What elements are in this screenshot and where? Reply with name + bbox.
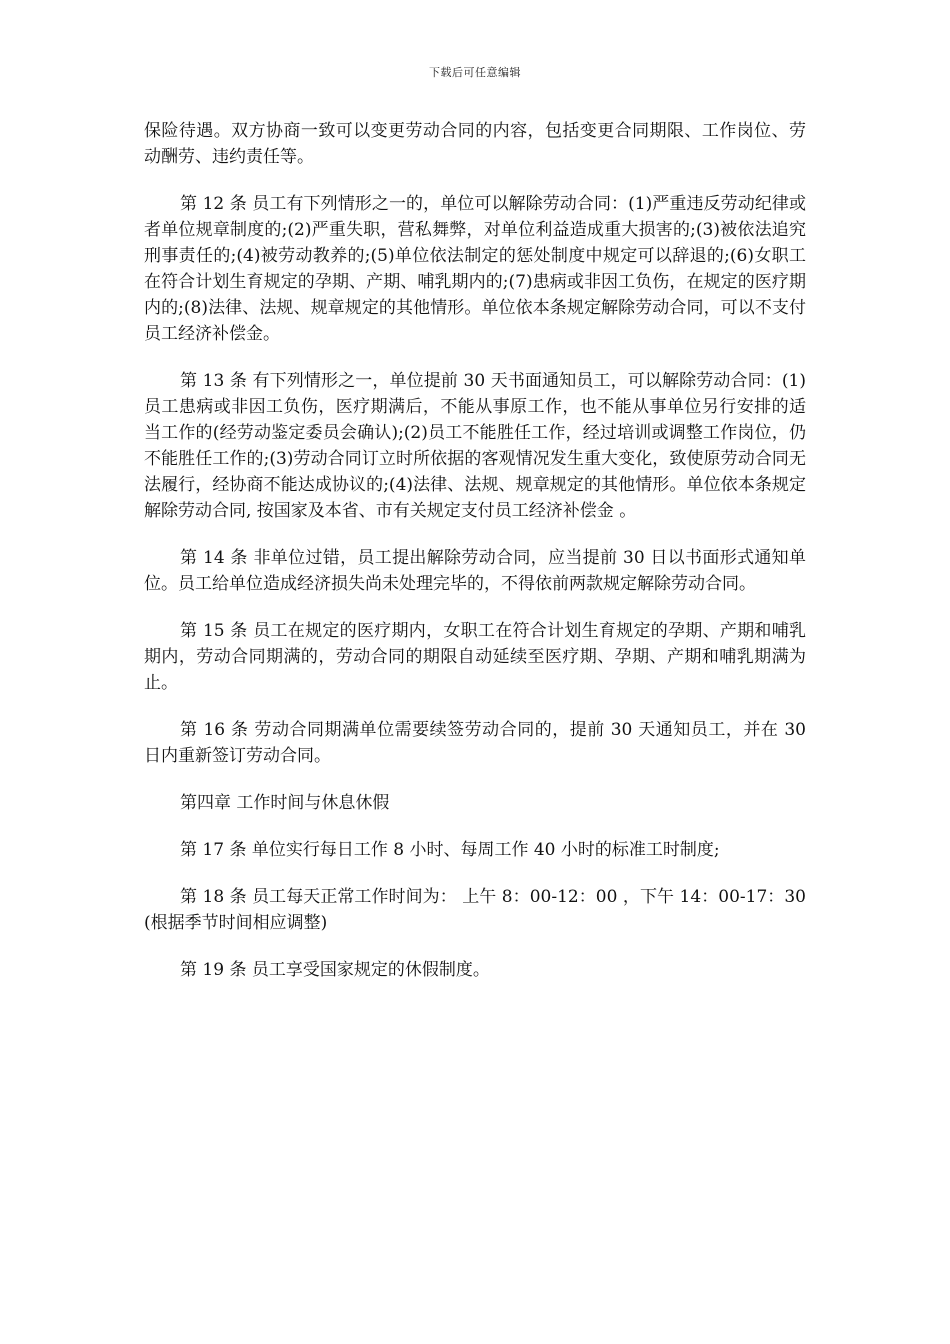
paragraph-article-18: 第 18 条 员工每天正常工作时间为： 上午 8：00-12：00 ，下午 14：00-17：30(根据季节时间相应调整) [144,887,806,933]
document-body [144,118,806,1004]
paragraph-article-15: 第 15 条 员工在规定的医疗期内，女职工在符合计划生育规定的孕期、产期和哺乳期内，劳动合同期满的，劳动合同的期限自动延续至医疗期、孕期、产期和哺乳期满为止。 [144,621,806,693]
paragraph-insurance-continuation: 保险待遇。双方协商一致可以变更劳动合同的内容，包括变更合同期限、工作岗位、劳动酬劳、违约责任等。 [144,121,806,167]
chapter-four-heading: 第四章 工作时间与休息休假 [180,793,390,813]
paragraph-article-16: 第 16 条 劳动合同期满单位需要续签劳动合同的，提前 30 天通知员工，并在 30 日内重新签订劳动合同。 [144,720,806,766]
page-header: 下载后可任意编辑 [429,66,521,79]
paragraph-article-17: 第 17 条 单位实行每日工作 8 小时、每周工作 40 小时的标准工时制度; [180,840,720,860]
paragraph-article-13: 第 13 条 有下列情形之一，单位提前 30 天书面通知员工，可以解除劳动合同：(1)员工患病或非因工负伤，医疗期满后，不能从事原工作，也不能从事单位另行安排的适当工作的(经劳动鉴定委员会确认);(2)员工不能胜任工作，经过培训或调整工作岗位，仍不能胜任工作的;(3)劳动合同订立时所依据的客观情况发生重大变化，致使原劳动合同无法履行，经协商不能达成协议的;(4)法律、法规、规章规定的其他情形。单位依本条规定解除劳动合同, 按国家及本省、市有关规定支付员工经济补偿金 。 [144,371,806,521]
paragraph-article-12: 第 12 条 员工有下列情形之一的，单位可以解除劳动合同：(1)严重违反劳动纪律或者单位规章制度的;(2)严重失职，营私舞弊，对单位利益造成重大损害的;(3)被依法追究刑事责任的;(4)被劳动教养的;(5)单位依法制定的惩处制度中规定可以辞退的;(6)女职工在符合计划生育规定的孕期、产期、哺乳期内的;(7)患病或非因工负伤，在规定的医疗期内的;(8)法律、法规、规章规定的其他情形。单位依本条规定解除劳动合同，可以不支付员工经济补偿金。 [144,194,806,344]
paragraph-article-19: 第 19 条 员工享受国家规定的休假制度。 [180,960,490,980]
paragraph-article-14: 第 14 条 非单位过错，员工提出解除劳动合同，应当提前 30 日以书面形式通知单位。员工给单位造成经济损失尚未处理完毕的，不得依前两款规定解除劳动合同。 [144,548,806,594]
